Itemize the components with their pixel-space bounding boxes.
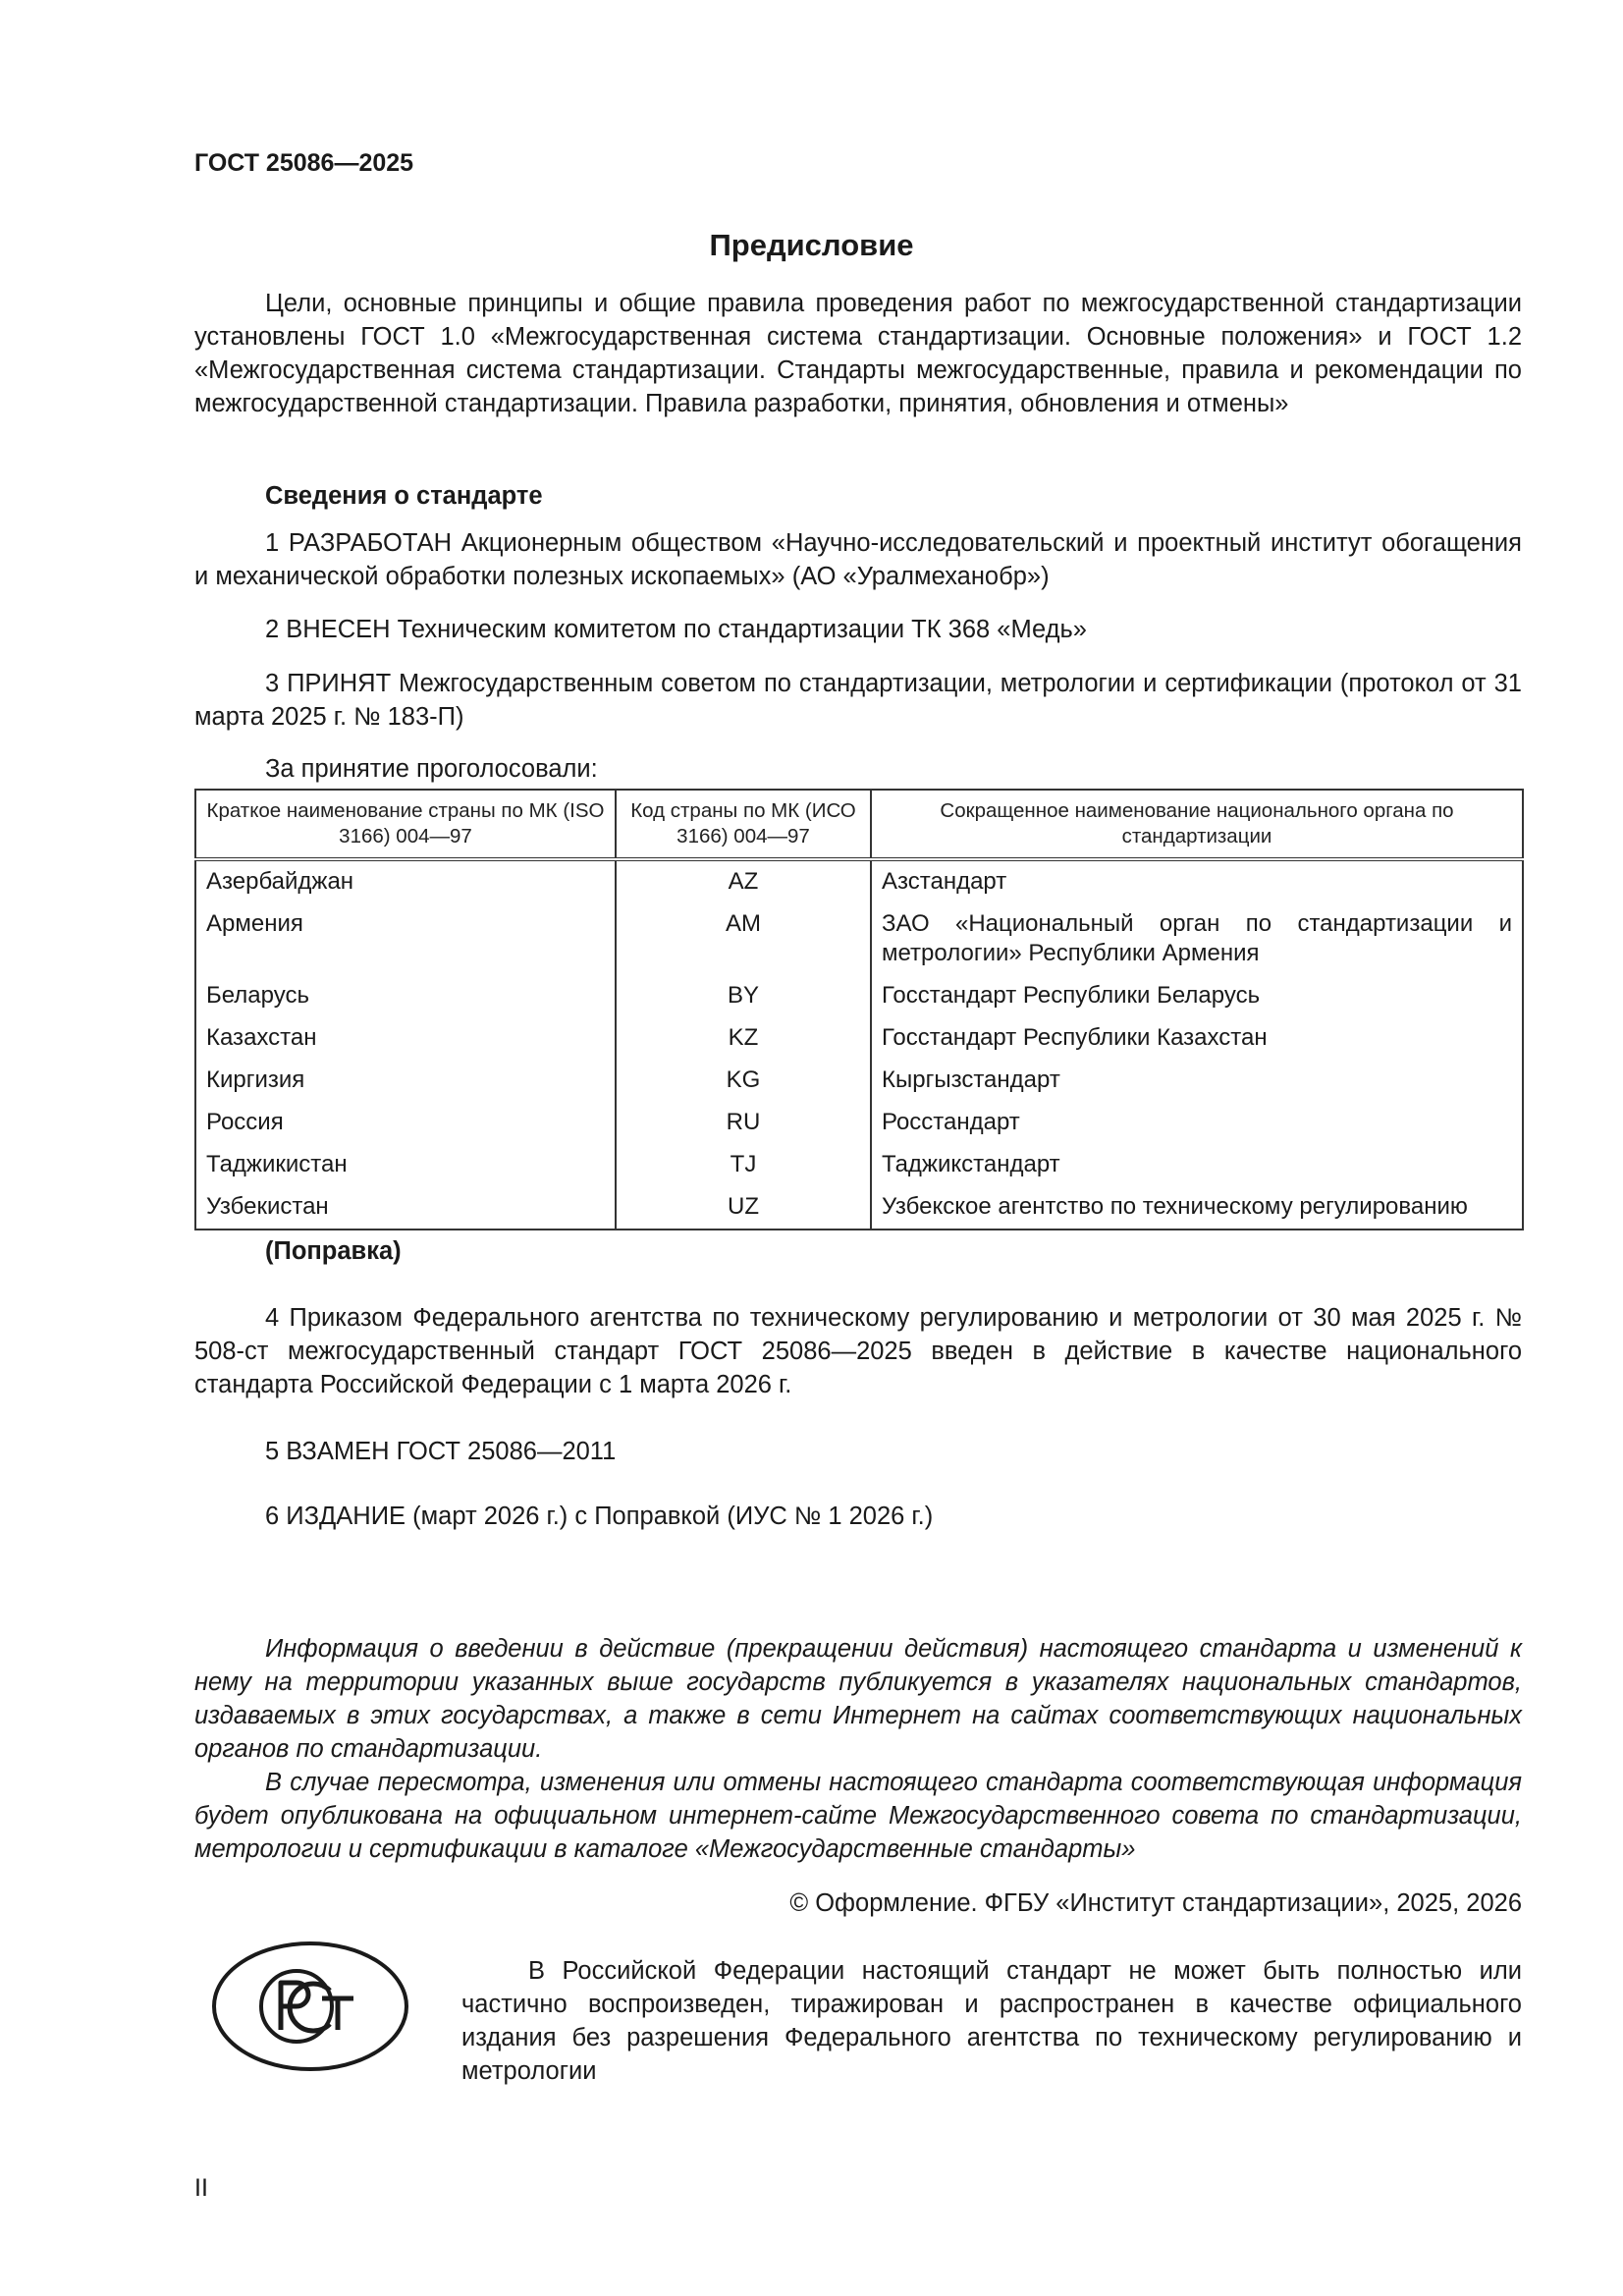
- code-cell: UZ: [616, 1186, 871, 1230]
- document-header-id: ГОСТ 25086—2025: [194, 149, 414, 177]
- table-row: [195, 1186, 1523, 1230]
- notice-paragraph-2: В случае пересмотра, изменения или отмены настоящего стандарта соответствующая информация будет опубликована на официальном интернет-сайте Межгосударственного совета по стандартизации, метрологии и сертификации в каталоге «Межгосударственные стандарты»: [194, 1769, 1522, 1863]
- body-cell: Росстандарт: [871, 1102, 1523, 1144]
- table-row: [195, 1102, 1523, 1144]
- body-cell: Таджикстандарт: [871, 1144, 1523, 1186]
- code-cell: AZ: [616, 859, 871, 903]
- table-row: [195, 903, 1523, 975]
- vote-table: [194, 789, 1524, 1230]
- page-title: Предисловие: [709, 228, 914, 262]
- item-adopted: 3 ПРИНЯТ Межгосударственным советом по стандартизации, метрологии и сертификации (протокол от 31 марта 2025 г. № 183-П): [194, 670, 1522, 731]
- country-cell: Азербайджан: [195, 859, 616, 903]
- country-cell: Беларусь: [195, 975, 616, 1017]
- column-header-body: Сокращенное наименование национального органа по стандартизации: [871, 790, 1523, 859]
- table-row: [195, 1060, 1523, 1102]
- notice-paragraph-1: Информация о введении в действие (прекращении действия) настоящего стандарта и изменений к нему на территории указанных выше государств публикуется в указателях национальных стандартов, издаваемых в этих государствах, а также в сети Интернет на сайтах соответствующих национальных органов по стандартизации.: [194, 1635, 1522, 1763]
- table-row: [195, 859, 1523, 903]
- copyright-line: © Оформление. ФГБУ «Институт стандартизации», 2025, 2026: [789, 1889, 1522, 1917]
- rst-certification-mark-icon: [210, 1940, 410, 2073]
- body-cell: Госстандарт Республики Беларусь: [871, 975, 1523, 1017]
- item-introduced: 2 ВНЕСЕН Техническим комитетом по стандартизации ТК 368 «Медь»: [265, 616, 1087, 643]
- body-cell: Госстандарт Республики Казахстан: [871, 1017, 1523, 1060]
- country-cell: Киргизия: [195, 1060, 616, 1102]
- country-cell: Армения: [195, 903, 616, 975]
- country-cell: Казахстан: [195, 1017, 616, 1060]
- code-cell: TJ: [616, 1144, 871, 1186]
- body-cell: ЗАО «Национальный орган по стандартизации и метрологии» Республики Армения: [871, 903, 1523, 975]
- country-cell: Россия: [195, 1102, 616, 1144]
- body-cell: Азстандарт: [871, 859, 1523, 903]
- table-header-row: [195, 790, 1523, 859]
- code-cell: KG: [616, 1060, 871, 1102]
- table-row: [195, 1144, 1523, 1186]
- intro-paragraph: Цели, основные принципы и общие правила проведения работ по межгосударственной стандартизации установлены ГОСТ 1.0 «Межгосударственная система стандартизации. Основные положения» и ГОСТ 1.2 «Межгосударственная система стандартизации. Стандарты межгосударственные, правила и рекомендации по межгосударственной стандартизации. Правила разработки, принятия, обновления и отмены»: [194, 290, 1522, 417]
- code-cell: KZ: [616, 1017, 871, 1060]
- page-number: II: [194, 2174, 208, 2202]
- body-cell: Узбекское агентство по техническому регулированию: [871, 1186, 1523, 1230]
- item-developed: 1 РАЗРАБОТАН Акционерным обществом «Научно-исследовательский и проектный институт обогащения и механической обработки полезных ископаемых» (АО «Уралмеханобр»): [194, 529, 1522, 590]
- item-replaces: 5 ВЗАМЕН ГОСТ 25086—2011: [265, 1438, 617, 1465]
- code-cell: RU: [616, 1102, 871, 1144]
- item-order: 4 Приказом Федерального агентства по техническому регулированию и метрологии от 30 мая 2025 г. № 508-ст межгосударственный стандарт ГОСТ 25086—2025 введен в действие в качестве национального стандарта Российской Федерации с 1 марта 2026 г.: [194, 1304, 1522, 1398]
- body-cell: Кыргызстандарт: [871, 1060, 1523, 1102]
- reproduction-notice: В Российской Федерации настоящий стандарт не может быть полностью или частично воспроизведен, тиражирован и распространен в качестве официального издания без разрешения Федерального агентства по техническому регулированию и метрологии: [461, 1957, 1522, 2085]
- country-cell: Таджикистан: [195, 1144, 616, 1186]
- code-cell: AM: [616, 903, 871, 975]
- item-edition: 6 ИЗДАНИЕ (март 2026 г.) с Поправкой (ИУС № 1 2026 г.): [265, 1503, 934, 1530]
- column-header-country: Краткое наименование страны по МК (ISO 3166) 004—97: [195, 790, 616, 859]
- voted-label: За принятие проголосовали:: [265, 755, 598, 783]
- amendment-label: (Поправка): [265, 1237, 402, 1265]
- country-cell: Узбекистан: [195, 1186, 616, 1230]
- table-row: [195, 975, 1523, 1017]
- info-heading: Сведения о стандарте: [265, 482, 543, 510]
- code-cell: BY: [616, 975, 871, 1017]
- table-row: [195, 1017, 1523, 1060]
- column-header-code: Код страны по МК (ИСО 3166) 004—97: [616, 790, 871, 859]
